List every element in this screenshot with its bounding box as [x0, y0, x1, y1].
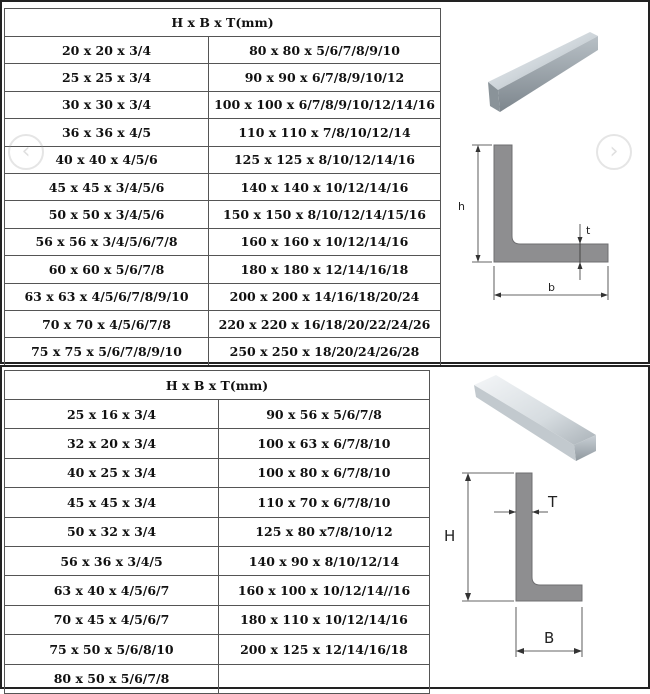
- size-cell-right: 220 x 220 x 16/18/20/22/24/26: [209, 310, 441, 337]
- size-cell-right: 110 x 70 x 6/7/8/10: [219, 488, 430, 517]
- size-cell-left: 56 x 56 x 3/4/5/6/7/8: [5, 228, 209, 255]
- size-cell-right: 140 x 140 x 10/12/14/16: [209, 173, 441, 200]
- table-row: [5, 400, 430, 429]
- table-row: [5, 91, 441, 118]
- table-row: [5, 228, 441, 255]
- size-cell-left: 45 x 45 x 3/4: [5, 488, 219, 517]
- size-cell-right: 180 x 110 x 10/12/14/16: [219, 605, 430, 634]
- table-row: [5, 605, 430, 634]
- table-header-row: [5, 9, 441, 37]
- size-cell-left: 70 x 45 x 4/5/6/7: [5, 605, 219, 634]
- table-header: H x B x T(mm): [5, 371, 430, 400]
- t-dimension-label: T: [548, 493, 558, 511]
- size-cell-right: 250 x 250 x 18/20/24/26/28: [209, 338, 441, 365]
- table-row: [5, 338, 441, 365]
- size-cell-right: 140 x 90 x 8/10/12/14: [219, 546, 430, 575]
- unequal-angle-section-diagram: [440, 461, 630, 681]
- unequal-angle-size-table: [4, 370, 430, 694]
- equal-angle-bar-image: [486, 30, 606, 116]
- size-cell-left: 40 x 25 x 3/4: [5, 458, 219, 487]
- table-row: [5, 576, 430, 605]
- size-cell-left: 30 x 30 x 3/4: [5, 91, 209, 118]
- size-cell-left: 80 x 50 x 5/6/7/8: [5, 664, 219, 693]
- table-row: [5, 517, 430, 546]
- size-cell-right: 200 x 200 x 14/16/18/20/24: [209, 283, 441, 310]
- table-row: [5, 64, 441, 91]
- table-row: [5, 173, 441, 200]
- b-dimension-label: B: [544, 629, 555, 647]
- table-row: [5, 283, 441, 310]
- equal-angle-size-table: [4, 8, 441, 366]
- unequal-angle-sheet: [0, 365, 650, 689]
- size-cell-right: 100 x 100 x 6/7/8/9/10/12/14/16: [209, 91, 441, 118]
- size-cell-right: 180 x 180 x 12/14/16/18: [209, 256, 441, 283]
- table-header: H x B x T(mm): [5, 9, 441, 37]
- table-row: [5, 37, 441, 64]
- angle-profile: [494, 145, 608, 262]
- prev-arrow-icon[interactable]: ‹: [8, 134, 44, 170]
- size-cell-left: 20 x 20 x 3/4: [5, 37, 209, 64]
- size-cell-left: 75 x 50 x 5/6/8/10: [5, 635, 219, 664]
- size-cell-left: 50 x 50 x 3/4/5/6: [5, 201, 209, 228]
- size-cell-right: 90 x 56 x 5/6/7/8: [219, 400, 430, 429]
- table-row: [5, 635, 430, 664]
- next-arrow-icon[interactable]: ›: [596, 134, 632, 170]
- size-cell-right: 80 x 80 x 5/6/7/8/9/10: [209, 37, 441, 64]
- size-cell-left: 36 x 36 x 4/5: [5, 119, 209, 146]
- size-cell-left: 56 x 36 x 3/4/5: [5, 546, 219, 575]
- size-cell-left: 70 x 70 x 4/5/6/7/8: [5, 310, 209, 337]
- size-cell-left: 63 x 63 x 4/5/6/7/8/9/10: [5, 283, 209, 310]
- size-cell-right: 100 x 63 x 6/7/8/10: [219, 429, 430, 458]
- table-row: [5, 256, 441, 283]
- size-cell-left: 25 x 25 x 3/4: [5, 64, 209, 91]
- equal-angle-section-diagram: [452, 136, 622, 306]
- size-cell-right: 100 x 80 x 6/7/8/10: [219, 458, 430, 487]
- table-row: [5, 546, 430, 575]
- table-row: [5, 119, 441, 146]
- t-dimension-label: t: [586, 224, 591, 237]
- size-cell-left: 45 x 45 x 3/4/5/6: [5, 173, 209, 200]
- size-cell-right: 125 x 80 x7/8/10/12: [219, 517, 430, 546]
- table-row: [5, 310, 441, 337]
- size-cell-right: 160 x 100 x 10/12/14//16: [219, 576, 430, 605]
- table-row: [5, 146, 441, 173]
- size-cell-left: 75 x 75 x 5/6/7/8/9/10: [5, 338, 209, 365]
- table-row: [5, 201, 441, 228]
- size-cell-left: 50 x 32 x 3/4: [5, 517, 219, 546]
- size-cell-right: 125 x 125 x 8/10/12/14/16: [209, 146, 441, 173]
- size-cell-right: 90 x 90 x 6/7/8/9/10/12: [209, 64, 441, 91]
- size-cell-right: 110 x 110 x 7/8/10/12/14: [209, 119, 441, 146]
- table-row: [5, 488, 430, 517]
- size-cell-right: 200 x 125 x 12/14/16/18: [219, 635, 430, 664]
- size-cell-left: 63 x 40 x 4/5/6/7: [5, 576, 219, 605]
- h-dimension-label: H: [444, 527, 456, 545]
- size-cell-right: 150 x 150 x 8/10/12/14/15/16: [209, 201, 441, 228]
- size-cell-left: 40 x 40 x 4/5/6: [5, 146, 209, 173]
- table-header-row: [5, 371, 430, 400]
- unequal-angle-bar-image: [470, 371, 602, 463]
- table-row: [5, 429, 430, 458]
- b-dimension-label: b: [548, 281, 555, 294]
- size-cell-left: 60 x 60 x 5/6/7/8: [5, 256, 209, 283]
- table-row: [5, 458, 430, 487]
- size-cell-right: 160 x 160 x 10/12/14/16: [209, 228, 441, 255]
- size-cell-left: 25 x 16 x 3/4: [5, 400, 219, 429]
- h-dimension-label: h: [458, 200, 465, 213]
- size-cell-left: 32 x 20 x 3/4: [5, 429, 219, 458]
